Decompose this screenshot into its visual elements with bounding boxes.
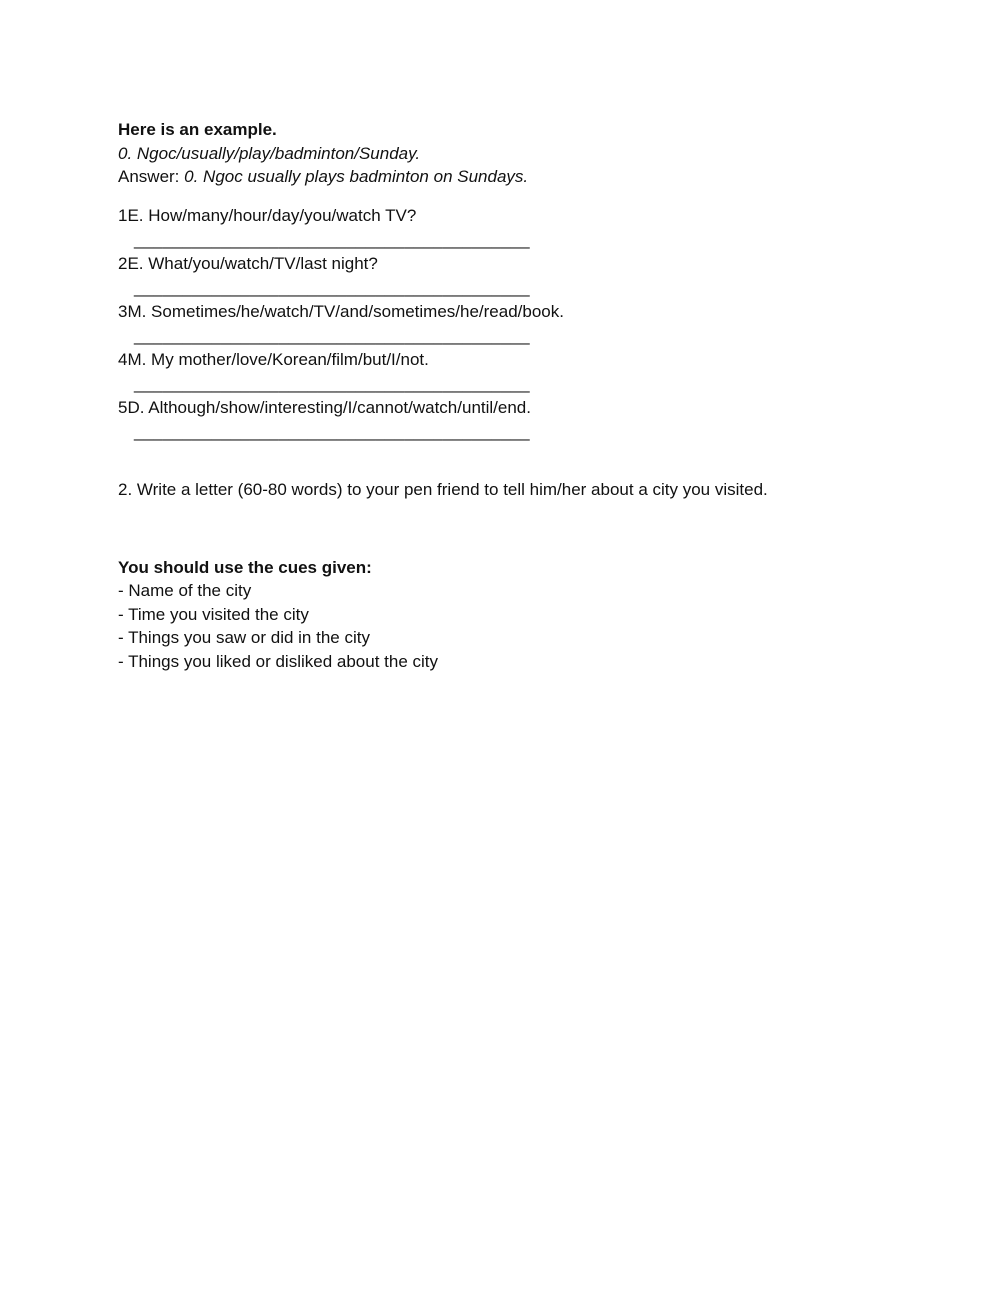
cue-item: - Things you liked or disliked about the city — [118, 651, 439, 671]
answer-blank[interactable]: _________________________________________ — [134, 229, 530, 249]
answer-blank[interactable]: _________________________________________ — [134, 277, 530, 297]
exercise-question: 2E. What/you/watch/TV/last night? — [118, 253, 378, 273]
cues-block — [118, 556, 918, 674]
exercise-item-5 — [118, 396, 918, 444]
example-answer — [118, 165, 918, 189]
answer-blank[interactable]: _________________________________________ — [134, 325, 530, 345]
exercise-question: 3M. Sometimes/he/watch/TV/and/sometimes/he/read/book. — [118, 301, 564, 321]
exercise-item-3 — [118, 300, 918, 348]
example-block — [118, 118, 918, 189]
writing-task: 2. Write a letter (60-80 words) to your pen friend to tell him/her about a city you visited. — [118, 479, 768, 499]
exercise-item-1 — [118, 204, 918, 252]
answer-blank[interactable]: _________________________________________ — [134, 373, 530, 393]
cues-heading: You should use the cues given: — [118, 557, 372, 577]
cue-item: - Things you saw or did in the city — [118, 628, 370, 647]
exercise-item-2 — [118, 252, 918, 300]
cue-item: - Name of the city — [118, 581, 252, 600]
worksheet-content — [118, 118, 918, 673]
exercise-item-4 — [118, 348, 918, 396]
answer-text: 0. Ngoc usually plays badminton on Sundays. — [184, 167, 529, 186]
example-prompt: 0. Ngoc/usually/play/badminton/Sunday. — [118, 143, 421, 163]
exercise-question: 4M. My mother/love/Korean/film/but/I/not. — [118, 349, 429, 369]
exercise-question: 1E. How/many/hour/day/you/watch TV? — [118, 205, 417, 225]
cue-item: - Time you visited the city — [118, 604, 309, 624]
answer-blank[interactable]: _________________________________________ — [134, 421, 530, 441]
exercise-question: 5D. Although/show/interesting/I/cannot/watch/until/end. — [118, 397, 531, 417]
example-heading: Here is an example. — [118, 120, 277, 139]
answer-label: Answer: — [118, 167, 185, 186]
exercise-list — [118, 204, 918, 444]
